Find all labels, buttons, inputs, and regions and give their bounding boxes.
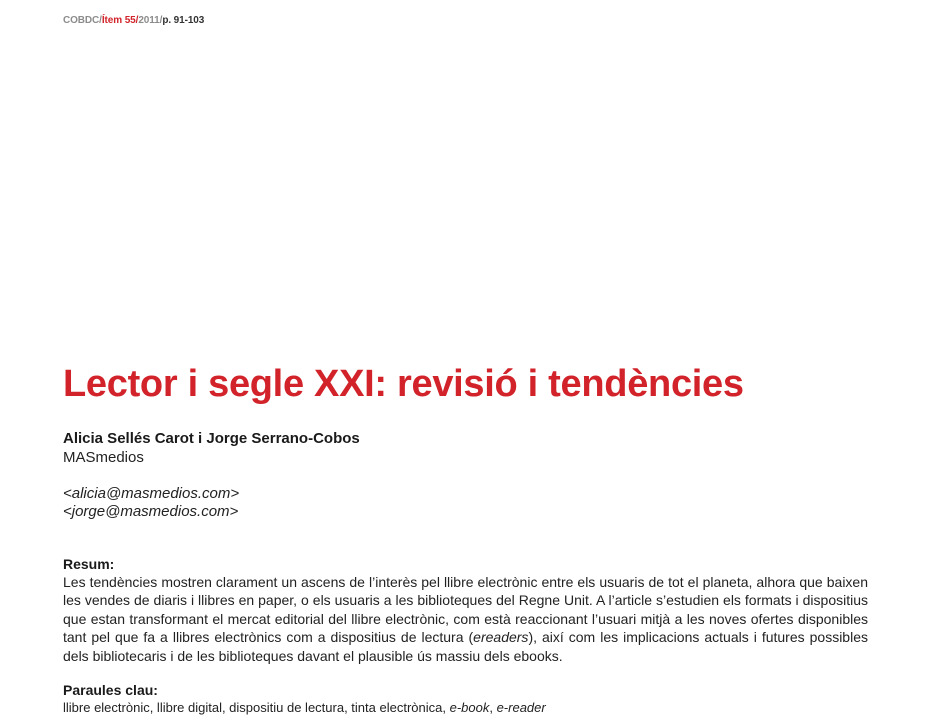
abstract-text-part: ), així com les implicacions actuals i futures possibles dels bibliotecaris i de les biblioteques davant el plausible ús massiu dels ebooks. [63, 629, 868, 664]
author-email: <alicia@masmedios.com> [63, 485, 240, 502]
separator: / [159, 15, 163, 26]
page-range: p. 91-103 [162, 15, 205, 26]
item-label: Ítem [101, 15, 123, 26]
abstract-text [63, 573, 868, 665]
abstract-italic-term: ereaders [473, 629, 529, 646]
year: 2011 [138, 15, 160, 26]
running-head [63, 15, 204, 26]
keywords-label: Paraules clau: [63, 682, 158, 698]
keywords-text [63, 700, 546, 715]
journal-name: COBDC/ [63, 15, 102, 26]
affiliation: MASmedios [63, 449, 144, 466]
keyword-italic: e-book [449, 700, 490, 715]
article-title: Lector i segle XXI: revisió i tendències [63, 363, 744, 405]
email-list [63, 485, 239, 521]
keywords-plain: llibre electrònic, llibre digital, dispositiu de lectura, tinta electrònica, [63, 700, 450, 715]
issue-number: 55 [124, 15, 136, 26]
author-email: <jorge@masmedios.com> [63, 503, 239, 520]
authors: Alicia Sellés Carot i Jorge Serrano-Cobos [63, 430, 360, 447]
abstract-label: Resum: [63, 556, 115, 572]
abstract-text-part: Les tendències mostren clarament un ascens de l’interès pel llibre electrònic entre els usuaris de tot el planeta, alhora que baixen les vendes de diaris i llibres en paper, o els usuaris a les biblioteques del Regne Unit. A l’article s’estudien els formats i dispositius que estan transformant el mercat editorial del llibre electrònic, com està reaccionant l’usuari mitjà a les noves ofertes disponibles tant pel que fa a llibres electrònics com a dispositius de lectura ( [63, 574, 868, 646]
keyword-separator: , [489, 700, 497, 715]
separator: / [135, 15, 139, 26]
keyword-italic: e-reader [496, 700, 546, 715]
